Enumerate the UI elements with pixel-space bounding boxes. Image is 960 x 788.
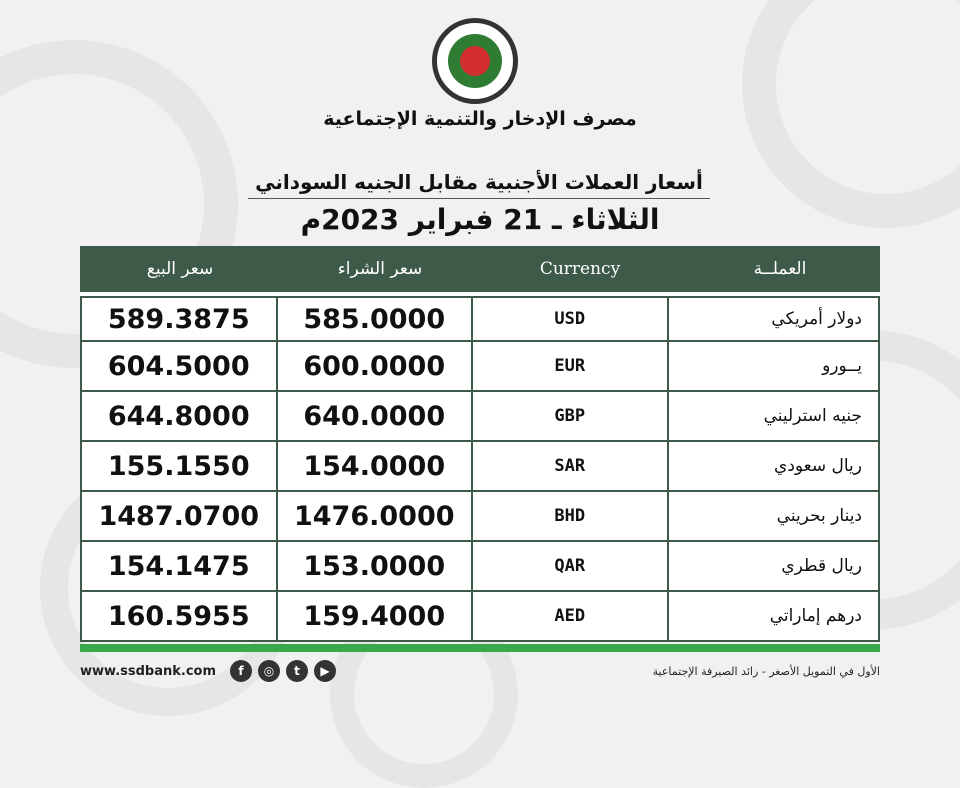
buy-rate: 159.4000 <box>278 592 474 642</box>
facebook-icon[interactable]: f <box>230 660 252 682</box>
instagram-icon[interactable]: ◎ <box>258 660 280 682</box>
currency-name: درهم إماراتي <box>669 592 881 642</box>
currency-name: دولار أمريكي <box>669 296 881 342</box>
sell-rate: 644.8000 <box>80 392 278 442</box>
currency-name: ريال سعودي <box>669 442 881 492</box>
twitter-icon[interactable]: t <box>286 660 308 682</box>
header-buy: سعر الشراء <box>337 259 423 279</box>
buy-rate: 153.0000 <box>278 542 474 592</box>
background-gear <box>742 0 960 228</box>
table-row <box>80 542 880 592</box>
buy-rate: 585.0000 <box>278 296 474 342</box>
youtube-icon[interactable]: ▶ <box>314 660 336 682</box>
buy-rate: 154.0000 <box>278 442 474 492</box>
table-row <box>80 342 880 392</box>
page-date: الثلاثاء ـ 21 فبراير 2023م <box>300 203 660 236</box>
footer-slogan: الأول في التمويل الأصغر - رائد الصيرفة الإجتماعية <box>652 664 880 678</box>
header-currency-ar: العملــة <box>753 259 807 279</box>
buy-rate: 600.0000 <box>278 342 474 392</box>
social-links <box>230 660 336 682</box>
table-row <box>80 592 880 642</box>
footer <box>80 656 880 686</box>
table-row <box>80 392 880 442</box>
sell-rate: 604.5000 <box>80 342 278 392</box>
buy-rate: 1476.0000 <box>278 492 474 542</box>
table-row <box>80 292 880 342</box>
website-link[interactable]: www.ssdbank.com <box>80 663 217 679</box>
currency-name: جنيه استرليني <box>669 392 881 442</box>
currency-code: BHD <box>473 492 669 542</box>
currency-code: AED <box>473 592 669 642</box>
currency-code: QAR <box>473 542 669 592</box>
currency-name: ريال قطري <box>669 542 881 592</box>
table-row <box>80 442 880 492</box>
currency-code: GBP <box>473 392 669 442</box>
sell-rate: 155.1550 <box>80 442 278 492</box>
bank-name: مصرف الإدخار والتنمية الإجتماعية <box>323 108 637 130</box>
bank-logo <box>432 18 518 104</box>
sell-rate: 1487.0700 <box>80 492 278 542</box>
currency-code: SAR <box>473 442 669 492</box>
accent-bar <box>80 644 880 652</box>
currency-code: USD <box>473 296 669 342</box>
header-sell: سعر البيع <box>146 259 214 279</box>
currency-name: يــورو <box>669 342 881 392</box>
page-subtitle: أسعار العملات الأجنبية مقابل الجنيه السوداني <box>248 170 710 199</box>
sell-rate: 154.1475 <box>80 542 278 592</box>
sell-rate: 589.3875 <box>80 296 278 342</box>
table-body <box>80 292 880 642</box>
buy-rate: 640.0000 <box>278 392 474 442</box>
currency-code: EUR <box>473 342 669 392</box>
logo-emblem <box>448 34 502 88</box>
sell-rate: 160.5955 <box>80 592 278 642</box>
table-header <box>80 246 880 292</box>
table-row <box>80 492 880 542</box>
exchange-rate-table <box>80 246 880 642</box>
header-currency-en: Currency <box>539 259 621 279</box>
currency-name: دينار بحريني <box>669 492 881 542</box>
